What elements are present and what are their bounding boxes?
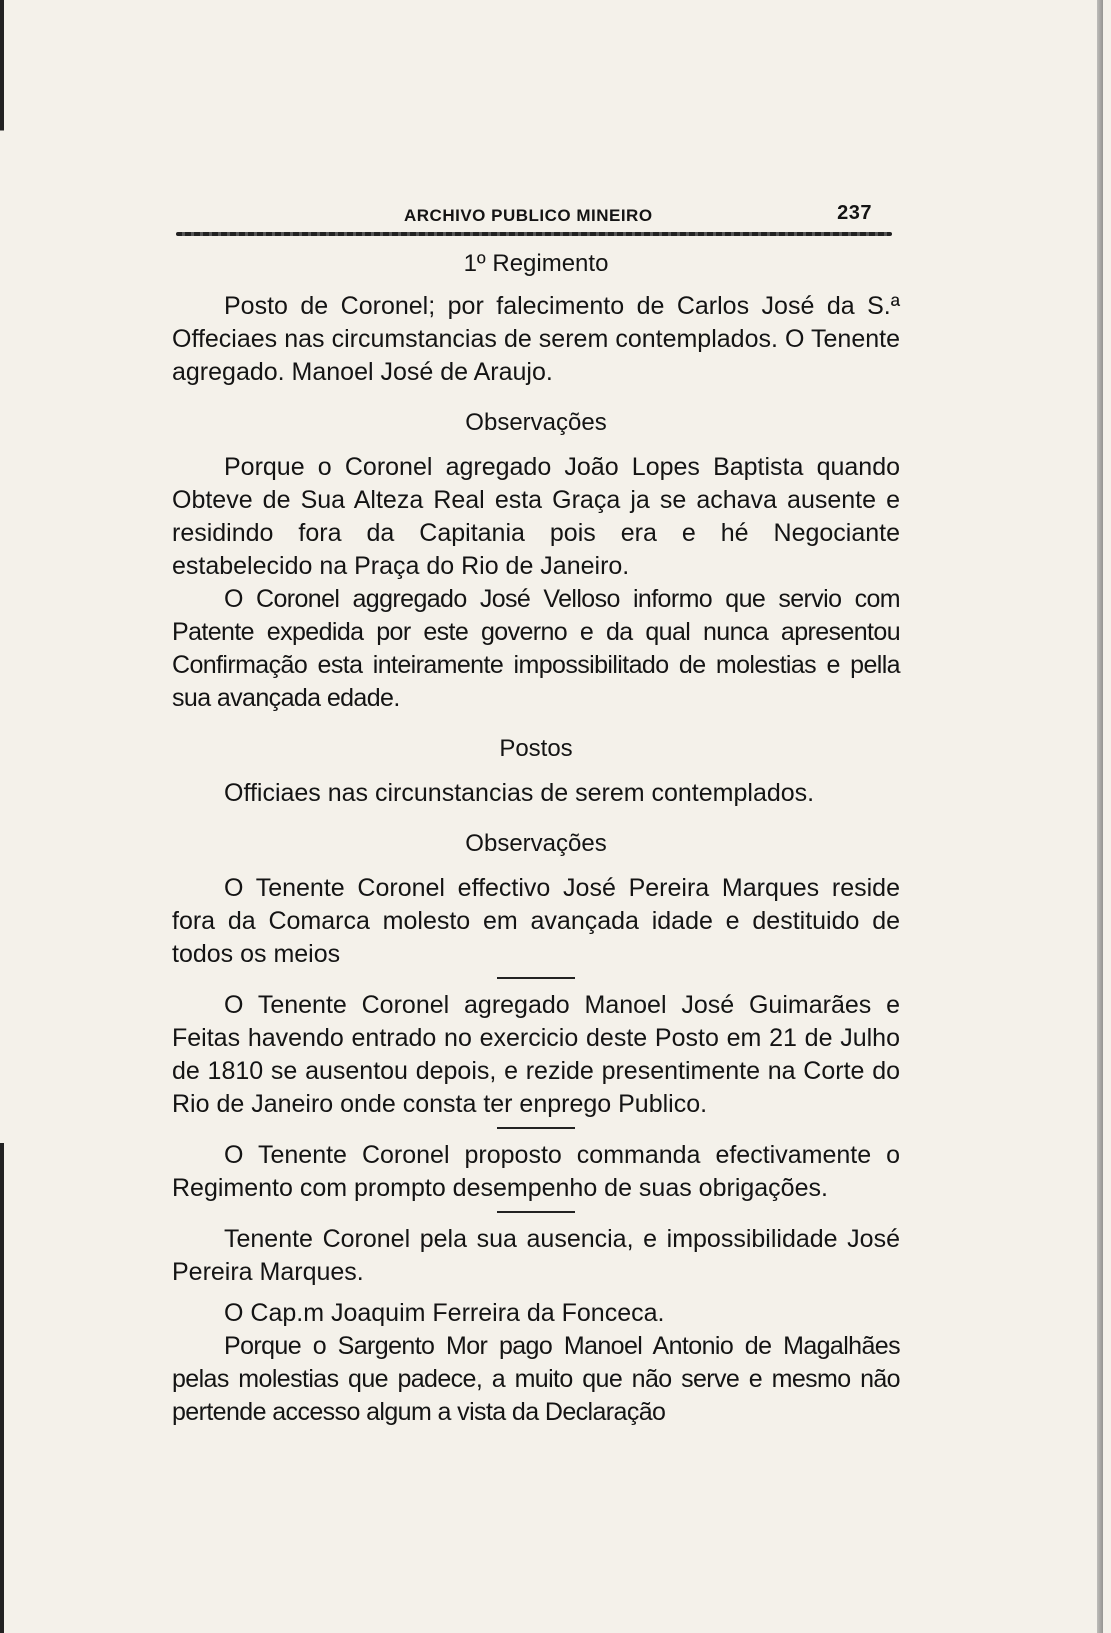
paragraph-obs2-2: O Tenente Coronel agregado Manoel José Guimarães e Feitas havendo entrado no exercicio deste Posto em 21 de Julho de 1810 se ausentou depois, e rezide presentimente na Corte do Rio de Janeiro onde consta ter enprego Publico.: [172, 991, 900, 1118]
paragraph-obs2-6: Porque o Sargento Mor pago Manoel Antonio de Magalhães pelas molestias que padece, a muito que não serve e mesmo não pertende accesso algum a vista da Declaração: [172, 1332, 900, 1426]
separator-rule: [497, 977, 575, 979]
paragraph-obs2-3: O Tenente Coronel proposto commanda efectivamente o Regimento com prompto desempenho de suas obrigações.: [172, 1141, 900, 1202]
section-heading-observacoes-1: Observações: [465, 409, 607, 436]
page-number: 237: [837, 202, 872, 224]
paragraph-posto-coronel: Posto de Coronel; por falecimento de Carlos José da S.ª Offeciaes nas circumstancias de serem contemplados. O Tenente agregado. Manoel José de Araujo.: [172, 292, 900, 386]
section-heading-postos: Postos: [499, 735, 573, 762]
running-title: ARCHIVO PUBLICO MINEIRO: [404, 206, 653, 225]
paragraph-officiaes: Officiaes nas circunstancias de serem contemplados.: [224, 779, 815, 807]
page-edge-left: [0, 0, 4, 1633]
running-header: [172, 200, 900, 230]
header-rule: [176, 232, 892, 236]
spacer: [172, 1289, 900, 1297]
separator-rule: [497, 1127, 575, 1129]
page-edge-right: [1097, 0, 1103, 1633]
text-column: [172, 200, 900, 1429]
paragraph-obs2-5: O Cap.m Joaquim Ferreira da Fonceca.: [224, 1299, 665, 1327]
section-heading-regimento: 1º Regimento: [463, 250, 609, 277]
separator-rule: [497, 1211, 575, 1213]
paragraph-obs2-1: O Tenente Coronel effectivo José Pereira Marques reside fora da Comarca molesto em avançada idade e destituido de todos os meios: [172, 874, 900, 968]
paragraph-obs1-2: O Coronel aggregado José Velloso informo que servio com Patente expedida por este governo e da qual nunca apresentou Confirmação esta inteiramente impossibilitado de molestias e pella sua avançada edade.: [172, 585, 900, 712]
section-heading-observacoes-2: Observações: [465, 830, 607, 857]
paragraph-obs1-1: Porque o Coronel agregado João Lopes Baptista quando Obteve de Sua Alteza Real esta Graça ja se achava ausente e residindo fora da Capitania pois era e hé Negociante estabelecido na Praça do Rio de Janeiro.: [172, 453, 900, 580]
paragraph-obs2-4: Tenente Coronel pela sua ausencia, e impossibilidade José Pereira Marques.: [172, 1225, 900, 1286]
